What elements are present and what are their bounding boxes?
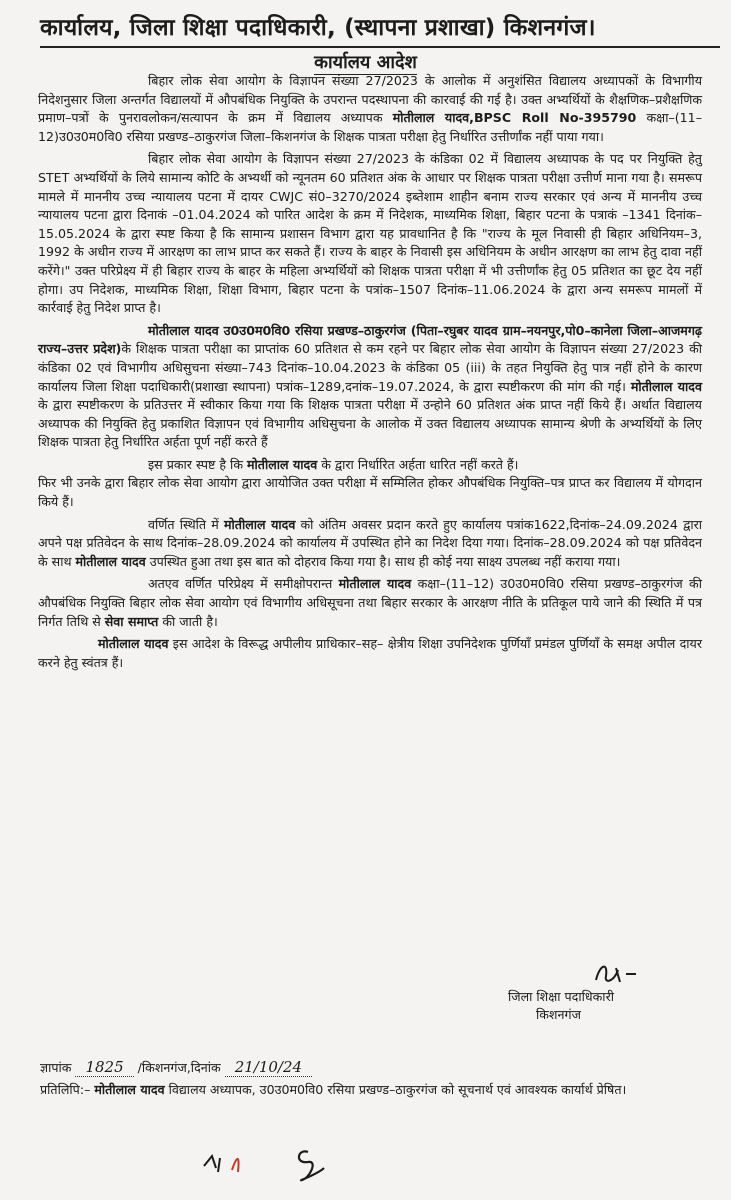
teacher-name: मोतीलाल यादव — [630, 378, 702, 394]
teacher-name: मोतीलाल यादव — [392, 110, 470, 126]
p4-text-b: के द्वारा निर्धारित अर्हता धारित नहीं करते हैं। — [317, 456, 519, 472]
order-body — [38, 72, 702, 676]
teacher-name: मोतीलाल यादव — [223, 516, 296, 532]
dispatch-place: /किशनगंज,दिनांक — [137, 1060, 221, 1075]
initials-scribble — [198, 1138, 358, 1188]
p6-text-c: की जाती है। — [158, 613, 218, 629]
p7-text-a: इस आदेश के विरूद्ध अपीलीय प्राधिकार–सह– क्षेत्रीय शिक्षा उपनिदेशक पुर्णियाँ प्रमंडल पुर्णियाँ के समक्ष अपील दायर करने हेतु स्वंतत्र हैं। — [38, 636, 703, 670]
p4-text-a: इस प्रकार स्पष्ट है कि — [148, 456, 247, 472]
designation: जिला शिक्षा पदाधिकारी — [508, 989, 614, 1004]
teacher-name: मोतीलाल यादव — [98, 636, 169, 652]
dispatch-number: 1825 — [75, 1058, 133, 1077]
signature-block — [508, 988, 708, 1024]
p1-text-b: कक्षा–(11–12)उ0उ0म0वि0 रसिया प्रखण्ड–ठाकुरगंज जिला–किशनगंज के शिक्षक पात्रता परीक्षा हेतु निर्धारित उत्तीर्णांक नहीं पाया गया। — [38, 110, 702, 144]
teacher-name: मोतीलाल यादव — [338, 576, 412, 592]
paragraph-5 — [38, 516, 702, 572]
paragraph-2 — [38, 150, 702, 317]
paragraph-3 — [38, 322, 702, 452]
p5-text-b: को अंतिम अवसर प्रदान करते हुए कार्यालय पत्रांक1622,दिनांक–24.09.2024 द्वारा अपने पक्ष प्रतिवेदन के साथ दिनांक–28.09.2024 को कार्यालय में उपस्थित होने का निदेश दिया गया। दिनांक–28.09.2024 को पक्ष प्रतिवेदन के साथ — [38, 516, 702, 569]
p5-text-a: वर्णित स्थिति में — [148, 516, 224, 532]
p6-text-b: कक्षा–(11–12) उ0उ0म0वि0 रसिया प्रखण्ड–ठाकुरगंज की औपबंधिक नियुक्ति बिहार लोक सेवा आयोग एवं विभागीय अधिसूचना तथा बिहार सरकार के आरक्षण नीति के प्रतिकूल पाये जाने की स्थिति में पत्र निर्गत तिथि से — [38, 576, 702, 629]
roll-number: ,BPSC Roll No-395790 — [469, 110, 637, 126]
p3-text-a: के शिक्षक पात्रता परीक्षा का प्राप्तांक 60 प्रतिशत से कम रहने पर बिहार लोक सेवा आयोग के विज्ञापन संख्या 27/2023 की कंडिका 02 एवं विभागीय अधिसुचना संख्या–743 दिनांक–10.04.2023 के कंडिका 05 (iii) के तहत नियुक्ति हेतु पात्र नहीं होने के कारण कार्यालय जिला शिक्षा पदाधिकारी(प्रशाखा स्थापना) पत्रांक–1289,दनांक–19.07.2024, के द्वारा स्पष्टीकरण की मांग की गई। — [38, 341, 702, 394]
service-terminated: सेवा समाप्त — [104, 613, 159, 629]
p3-text-b: के द्वारा स्पष्टीकरण के प्रतिउत्तर में स्वीकार किया गया कि शिक्षक पात्रता परीक्षा में उन्होने 60 प्रतिशत अंक प्राप्त नहीं किये हैं। अर्थात विद्यालय अध्यापक की नियुक्ति हेतु प्रकाशित विज्ञापन एवं विभागीय अधिसुचना के आलोक में उक्त विद्यालय अध्यापक सामान्य श्रेणी के अभ्यर्थियों के लिए शिक्षक पात्रता हेतु निर्धारित अर्हता पूर्ण नहीं करते हैं — [38, 397, 702, 450]
p4-text-c: फिर भी उनके द्वारा बिहार लोक सेवा आयोग द्वारा आयोजित उक्त परीक्षा में सम्मिलित होकर औपबंधिक नियुक्ति–पत्र प्राप्त कर विद्यालय में योगदान किये हैं। — [38, 475, 702, 510]
teacher-name: मोतीलाल यादव — [75, 553, 146, 569]
paragraph-6 — [38, 575, 702, 631]
paragraph-4-continued — [38, 474, 702, 511]
p1-text-a: बिहार लोक सेवा आयोग के विज्ञापन संख्या 27/2023 के आलोक में अनुशंसित विद्यालय अध्यापकों के विभागीय निदेशनुसार जिला अन्तर्गत विद्यालयों में औपबंधिक नियुक्ति के उपरान्त पदस्थापना की कारवाई की गई है। उक्त अभ्यर्थियों के शैक्षणिक–प्रशैक्षणिक प्रमाण–पत्रों के पुनरावलोकन/सत्यापन के क्रम में विद्यालय अध्यापक — [38, 73, 702, 126]
p2-text: बिहार लोक सेवा आयोग के विज्ञापन संख्या 27/2023 के कंडिका 02 में विद्यालय अध्यापक के पद पर नियुक्ति हेतु STET अभ्यर्थियों के लिये सामान्य कोटि के अभ्यर्थी को न्यूनतम 60 प्रतिशत अंक के आधार पर शिक्षक पात्रता परीक्षा उत्तीर्ण माना गया है। समरूप मामले में माननीय उच्च न्यायालय पटना में दायर CWJC सं0–3270/2024 इब्तेशाम शाहीन बनाम राज्य सरकार एवं अन्य में माननीय उच्च न्यायालय पटना द्वारा दिनाकं –01.04.2024 को पारित आदेश के क्रम में निदेशक, माध्यमिक शिक्षा, बिहार पटना के पत्राकं –1341 दिनांक–15.05.2024 के द्वारा स्पष्ट किया है कि सामान्य प्रशासन विभाग द्वारा यह प्रावधानित है कि "राज्य के मूल निवासी ही बिहार अधिनियम–3, 1992 के अधीन राज्य में आरक्षण का लाभ प्राप्त कर सकते हैं। राज्य के बाहर के निवासी इस अधिनियम के अधीन आरक्षण का लाभ हेतु दावा नहीं करेंगे।" उक्त परिप्रेक्ष्य में ही बिहार राज्य के बाहर के महिला अभ्यर्थियों को शिक्षक पात्रता परीक्षा में भी उत्तीर्णांक हेतु 05 प्रतिशत का छूट देय नहीं होगा। उप निदेशक, माध्यमिक शिक्षा, शिक्षा विभाग, बिहार पटना के पत्रांक–1507 दिनांक–11.06.2024 के द्वारा अन्य समरूप मामलों में कार्रवाई हेतु निदेश प्राप्त है। — [38, 151, 702, 316]
dispatch-line — [40, 1058, 700, 1077]
order-title — [0, 50, 731, 74]
copy-to — [40, 1080, 700, 1099]
dispatch-label: ज्ञापांक — [40, 1060, 72, 1075]
teacher-name: मोतीलाल यादव — [247, 456, 318, 472]
copy-text: विद्यालय अध्यापक, उ0उ0म0वि0 रसिया प्रखण्ड–ठाकुरगंज को सूचनार्थ एवं आवश्यक कार्यार्थ प्रेषित। — [164, 1082, 627, 1097]
paragraph-7 — [38, 635, 702, 672]
paragraph-4 — [38, 456, 702, 475]
p5-text-c: उपस्थित हुआ तथा इस बात को दोहराव किया गया है। साथ ही कोई नया साक्ष्य उपलब्ध नहीं कराया गया। — [145, 553, 621, 569]
paragraph-1 — [38, 72, 702, 146]
teacher-details: मोतीलाल यादव उ0उ0म0वि0 रसिया प्रखण्ड–ठाकुरगंज (पिता–रघुबर यादव ग्राम–नयनपुर,पो0–कानेला जिला–आजमगढ़ राज्य–उत्तर प्रदेश) — [38, 322, 702, 357]
dispatch-date: 21/10/24 — [225, 1058, 312, 1077]
place: किशनगंज — [536, 1007, 581, 1022]
copy-label: प्रतिलिपि:– — [40, 1082, 91, 1097]
p6-text-a: अतएव वर्णित परिप्रेक्ष्य में समीक्षोपरान्त — [148, 576, 339, 592]
office-header: कार्यालय, जिला शिक्षा पदाधिकारी, (स्थापना प्रशाखा) किशनगंज। — [40, 10, 720, 48]
order-title-text: कार्यालय आदेश — [314, 52, 417, 73]
signature-mark — [592, 958, 652, 988]
teacher-name: मोतीलाल यादव — [94, 1082, 165, 1097]
